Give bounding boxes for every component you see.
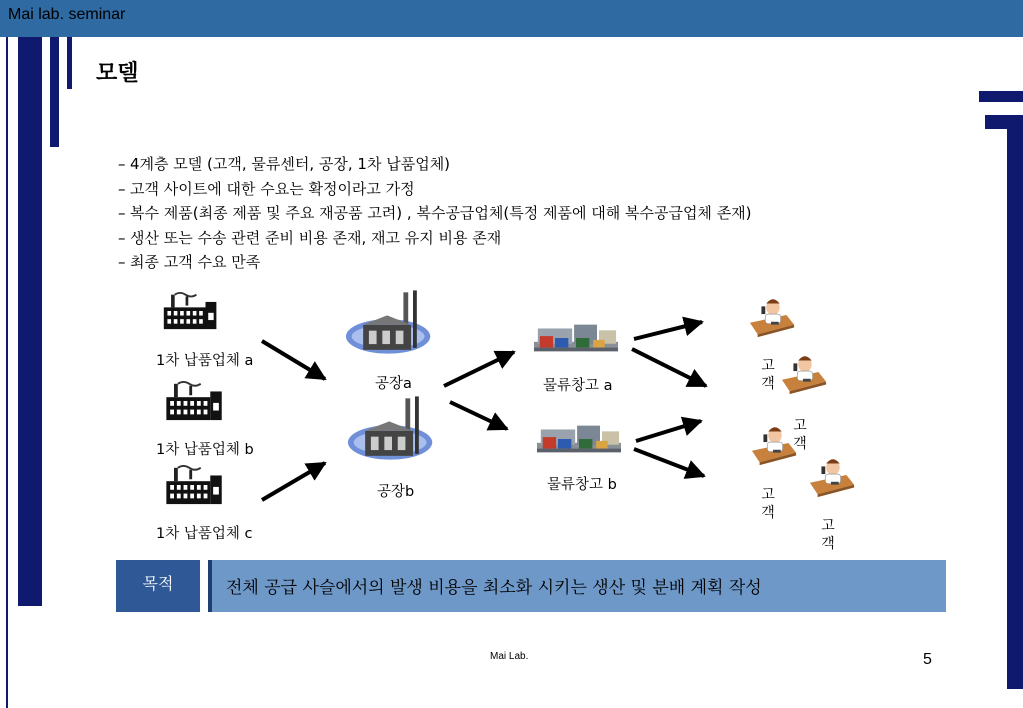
flow-arrow: [262, 463, 325, 500]
bullet-text: 4계층 모델 (고객, 물류센터, 공장, 1차 납품업체): [130, 155, 451, 173]
flow-arrow: [450, 402, 507, 429]
page-number: 5: [923, 651, 932, 668]
customer-label: 고 객: [793, 418, 807, 452]
bullet-marker: –: [118, 155, 126, 173]
purpose-banner: [116, 560, 946, 612]
bullet-marker: –: [118, 204, 126, 222]
bullet-marker: –: [118, 253, 126, 271]
bullet-text: 복수 제품(최종 제품 및 주요 재공품 고려) , 복수공급업체(특정 제품에 대해 복수공급업체 존재): [130, 204, 752, 222]
bullet-marker: –: [118, 179, 126, 198]
purpose-text: 전체 공급 사슬에서의 발생 비용을 최소화 시키는 생산 및 분배 계획 작성: [208, 560, 946, 612]
flow-arrow: [636, 421, 701, 441]
supplier-label: 1차 납품업체 c: [156, 526, 253, 542]
flow-arrow: [444, 352, 514, 386]
bullet-text: 최종 고객 수요 만족: [130, 253, 261, 271]
footer-text: Mai Lab.: [490, 651, 529, 662]
header-title: Mai lab. seminar: [8, 6, 126, 23]
factory-label: 공장b: [377, 484, 415, 500]
warehouse-label: 물류창고 a: [543, 378, 613, 394]
flow-arrow: [634, 449, 704, 476]
bullet-text: 생산 또는 수송 관련 준비 비용 존재, 재고 유지 비용 존재: [130, 228, 502, 247]
flow-arrow: [634, 322, 702, 339]
purpose-label: 목적: [116, 560, 200, 612]
slide-title: 모델: [96, 61, 139, 86]
customer-label: 고 객: [761, 358, 775, 392]
bullet-marker: –: [118, 228, 126, 247]
supplier-label: 1차 납품업체 b: [156, 442, 254, 458]
factory-label: 공장a: [375, 376, 412, 392]
supplier-label: 1차 납품업체 a: [156, 353, 254, 369]
customer-label: 고 객: [761, 487, 775, 521]
flow-arrow: [262, 341, 325, 379]
flow-arrow: [632, 349, 706, 386]
customer-label: 고 객: [821, 518, 835, 552]
warehouse-label: 물류창고 b: [547, 477, 617, 493]
bullet-text: 고객 사이트에 대한 수요는 확정이라고 가정: [130, 179, 415, 198]
